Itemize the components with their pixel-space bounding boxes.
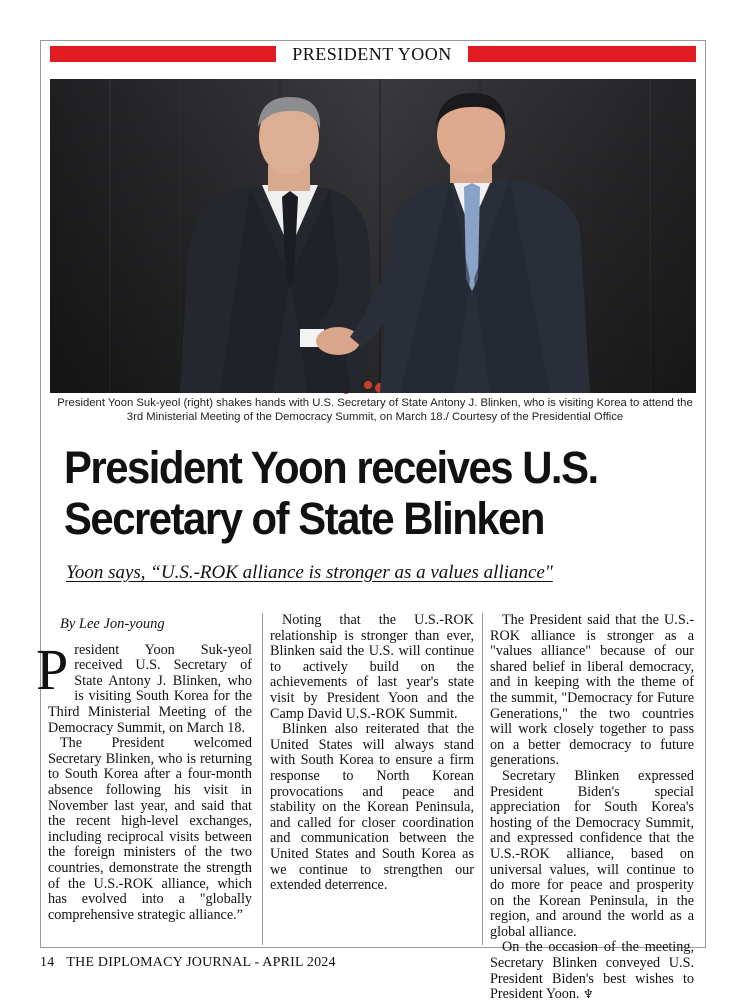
paragraph-5: The President said that the U.S.-ROK alliance is stronger as a "values alliance" because of our shared belief in liberal democracy, and in keeping with the theme of the summit, "Democracy for Future Generations," the two countries will work closely together to pass on a better democracy to future generations. <box>490 612 694 769</box>
page-number: 14 <box>40 955 55 970</box>
photo-illustration <box>50 79 696 393</box>
drop-cap: P <box>36 636 69 702</box>
photo-caption: President Yoon Suk-yeol (right) shakes hands with U.S. Secretary of State Antony J. Blinken, who is visiting Korea to attend the 3rd Ministerial Meeting of the Democracy Summit, on March 18./ Courtesy of the Presidential Office <box>57 397 693 423</box>
byline: By Lee Jon-young <box>60 616 165 632</box>
end-mark-icon: ♆ <box>583 987 594 1002</box>
article-headline <box>64 442 659 544</box>
column-3 <box>490 612 694 1003</box>
publication-name: THE DIPLOMACY JOURNAL - APRIL 2024 <box>66 955 336 970</box>
red-rule-right <box>468 46 696 62</box>
section-label: PRESIDENT YOON <box>292 44 452 64</box>
paragraph-3: Noting that the U.S.-ROK relationship is stronger than ever, Blinken said the U.S. will continue to actively build on the achievements of last year's state visit by President Yoon and the Camp David U.S.-ROK Summit. <box>270 612 474 722</box>
column-divider <box>262 613 263 945</box>
section-header <box>50 46 696 64</box>
paragraph-1-text: resident Yoon Suk-yeol received U.S. Secretary of State Antony J. Blinken, who is visiting South Korea for the Third Ministerial Meeting of the Democracy Summit, on March 18. <box>48 641 252 736</box>
headline-line-1: President Yoon receives U.S. <box>64 442 598 493</box>
column-1 <box>36 613 252 945</box>
paragraph-7 <box>490 940 694 1002</box>
column-divider <box>482 613 483 945</box>
article-subhead: Yoon says, “U.S.-ROK alliance is stronger as a values alliance" <box>66 562 553 583</box>
paragraph-4: Blinken also reiterated that the United States will always stand with South Korea to ensure a firm response to North Korean provocations and peace and stability on the Korean Peninsula, and called for closer coordination and communication between the United States and South Korea as we continue to strengthen our extended deterrence. <box>270 721 474 894</box>
page-footer <box>40 955 336 971</box>
paragraph-7-text: On the occasion of the meeting, Secretary Blinken conveyed U.S. President Biden's best wishes to President Yoon. <box>490 939 694 1003</box>
column-2 <box>270 613 474 945</box>
paragraph-1 <box>36 636 252 737</box>
headline-line-2: Secretary of State Blinken <box>64 493 544 544</box>
paragraph-6: Secretary Blinken expressed President Biden's special appreciation for South Korea's hosting of the Democracy Summit, and expressed confidence that the U.S.-ROK alliance, based on universal values, will continue to do more for peace and prosperity on the Korean Peninsula, in the region, and around the world as a global alliance. <box>490 767 694 940</box>
paragraph-2: The President welcomed Secretary Blinken, who is returning to South Korea after a four-month absence following his visit in November last year, and said that the recent high-level exchanges, including reciprocal visits between the foreign ministers of the two countries, demonstrate the strength of the U.S.-ROK alliance, which has evolved into a "globally comprehensive strategic alliance.” <box>48 735 252 923</box>
handshake-photo <box>50 79 696 393</box>
red-rule-left <box>50 46 276 62</box>
